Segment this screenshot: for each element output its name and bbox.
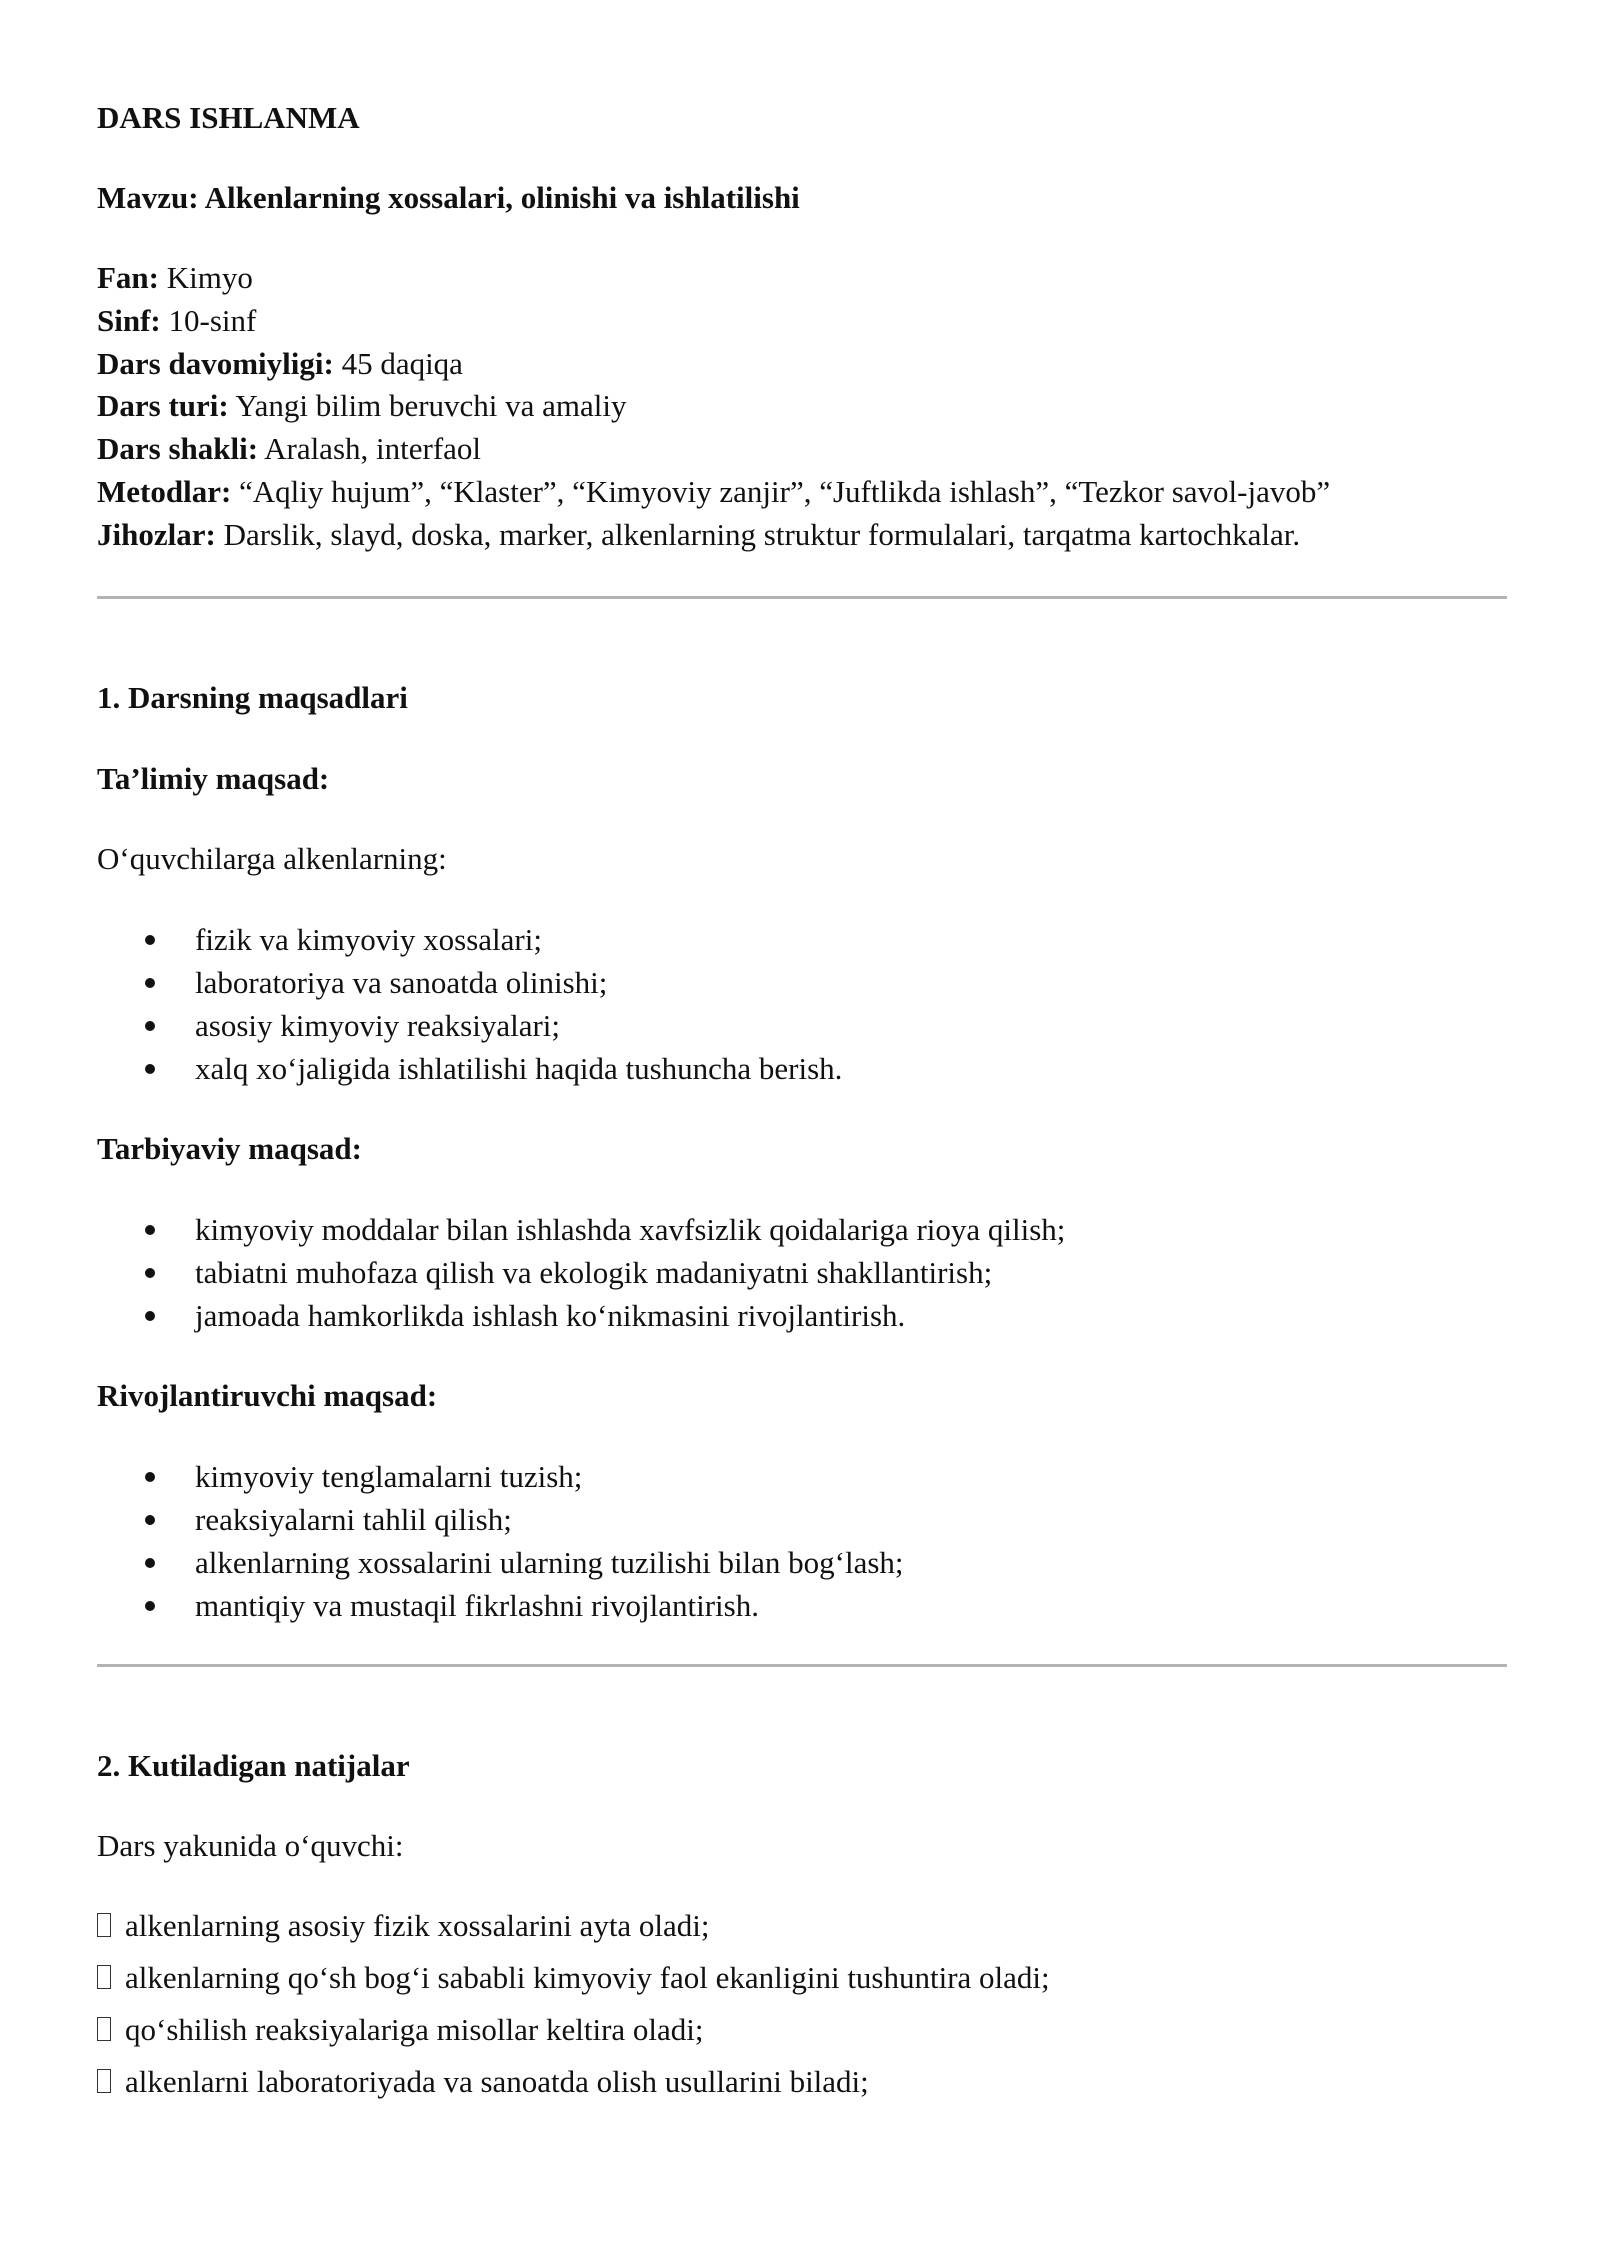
bullet-icon <box>145 1558 155 1568</box>
outcomes-list <box>97 1900 1507 2108</box>
list-item: xalq xo‘jaligida ishlatilishi haqida tushuncha berish. <box>97 1047 1507 1090</box>
meta-methods: Metodlar: “Aqliy hujum”, “Klaster”, “Kimyoviy zanjir”, “Juftlikda ishlash”, “Tezkor savol-javob” <box>97 473 1331 509</box>
lesson-topic: Mavzu: Alkenlarning xossalari, olinishi va ishlatilishi <box>97 180 800 215</box>
developmental-goals-list <box>97 1455 1507 1627</box>
list-item: laboratoriya va sanoatda olinishi; <box>97 961 1507 1004</box>
missing-glyph-icon <box>97 2069 111 2093</box>
divider <box>97 596 1507 599</box>
meta-grade: Sinf: 10-sinf <box>97 302 257 338</box>
bullet-icon <box>145 1601 155 1611</box>
meta-lesson-type: Dars turi: Yangi bilim beruvchi va amaliy <box>97 388 627 424</box>
section-heading-goals: 1. Darsning maqsadlari <box>97 680 408 715</box>
subheading-educational: Ta’limiy maqsad: <box>97 761 330 796</box>
bullet-icon <box>145 935 155 945</box>
list-item: kimyoviy tenglamalarni tuzish; <box>97 1455 1507 1498</box>
list-item: tabiatni muhofaza qilish va ekologik madaniyatni shakllantirish; <box>97 1251 1507 1294</box>
list-item: alkenlarni laboratoriyada va sanoatda olish usullarini biladi; <box>97 2056 1507 2108</box>
list-item: kimyoviy moddalar bilan ishlashda xavfsizlik qoidalariga rioya qilish; <box>97 1208 1507 1251</box>
bullet-icon <box>145 1021 155 1031</box>
list-item: fizik va kimyoviy xossalari; <box>97 918 1507 961</box>
list-item: reaksiyalarni tahlil qilish; <box>97 1498 1507 1541</box>
missing-glyph-icon <box>97 1965 111 1989</box>
missing-glyph-icon <box>97 1913 111 1937</box>
subheading-developmental: Rivojlantiruvchi maqsad: <box>97 1378 438 1413</box>
bullet-icon <box>145 1268 155 1278</box>
section-heading-outcomes: 2. Kutiladigan natijalar <box>97 1748 410 1783</box>
bullet-icon <box>145 1472 155 1482</box>
bullet-icon <box>145 1515 155 1525</box>
list-item: qo‘shilish reaksiyalariga misollar keltira oladi; <box>97 2004 1507 2056</box>
divider <box>97 1664 1507 1667</box>
bullet-icon <box>145 1064 155 1074</box>
bullet-icon <box>145 1311 155 1321</box>
subheading-upbringing: Tarbiyaviy maqsad: <box>97 1131 362 1166</box>
list-item: alkenlarning xossalarini ularning tuzilishi bilan bog‘lash; <box>97 1541 1507 1584</box>
outcomes-intro: Dars yakunida o‘quvchi: <box>97 1828 404 1863</box>
list-item: jamoada hamkorlikda ishlash ko‘nikmasini rivojlantirish. <box>97 1294 1507 1337</box>
bullet-icon <box>145 978 155 988</box>
lesson-meta <box>97 257 1507 557</box>
educational-intro: O‘quvchilarga alkenlarning: <box>97 841 447 876</box>
bullet-icon <box>145 1225 155 1235</box>
list-item: alkenlarning qo‘sh bog‘i sababli kimyoviy faol ekanligini tushuntira oladi; <box>97 1952 1507 2004</box>
meta-duration: Dars davomiyligi: 45 daqiqa <box>97 345 463 381</box>
document-title: DARS ISHLANMA <box>97 100 360 135</box>
list-item: alkenlarning asosiy fizik xossalarini ayta oladi; <box>97 1900 1507 1952</box>
upbringing-goals-list <box>97 1208 1507 1337</box>
meta-lesson-form: Dars shakli: Aralash, interfaol <box>97 431 482 467</box>
meta-subject: Fan: Kimyo <box>97 260 253 295</box>
missing-glyph-icon <box>97 2017 111 2041</box>
list-item: mantiqiy va mustaqil fikrlashni rivojlantirish. <box>97 1584 1507 1627</box>
meta-equipment: Jihozlar: Darslik, slayd, doska, marker, alkenlarning struktur formulalari, tarqatma kartochkalar. <box>97 516 1301 552</box>
list-item: asosiy kimyoviy reaksiyalari; <box>97 1004 1507 1047</box>
educational-goals-list <box>97 918 1507 1090</box>
